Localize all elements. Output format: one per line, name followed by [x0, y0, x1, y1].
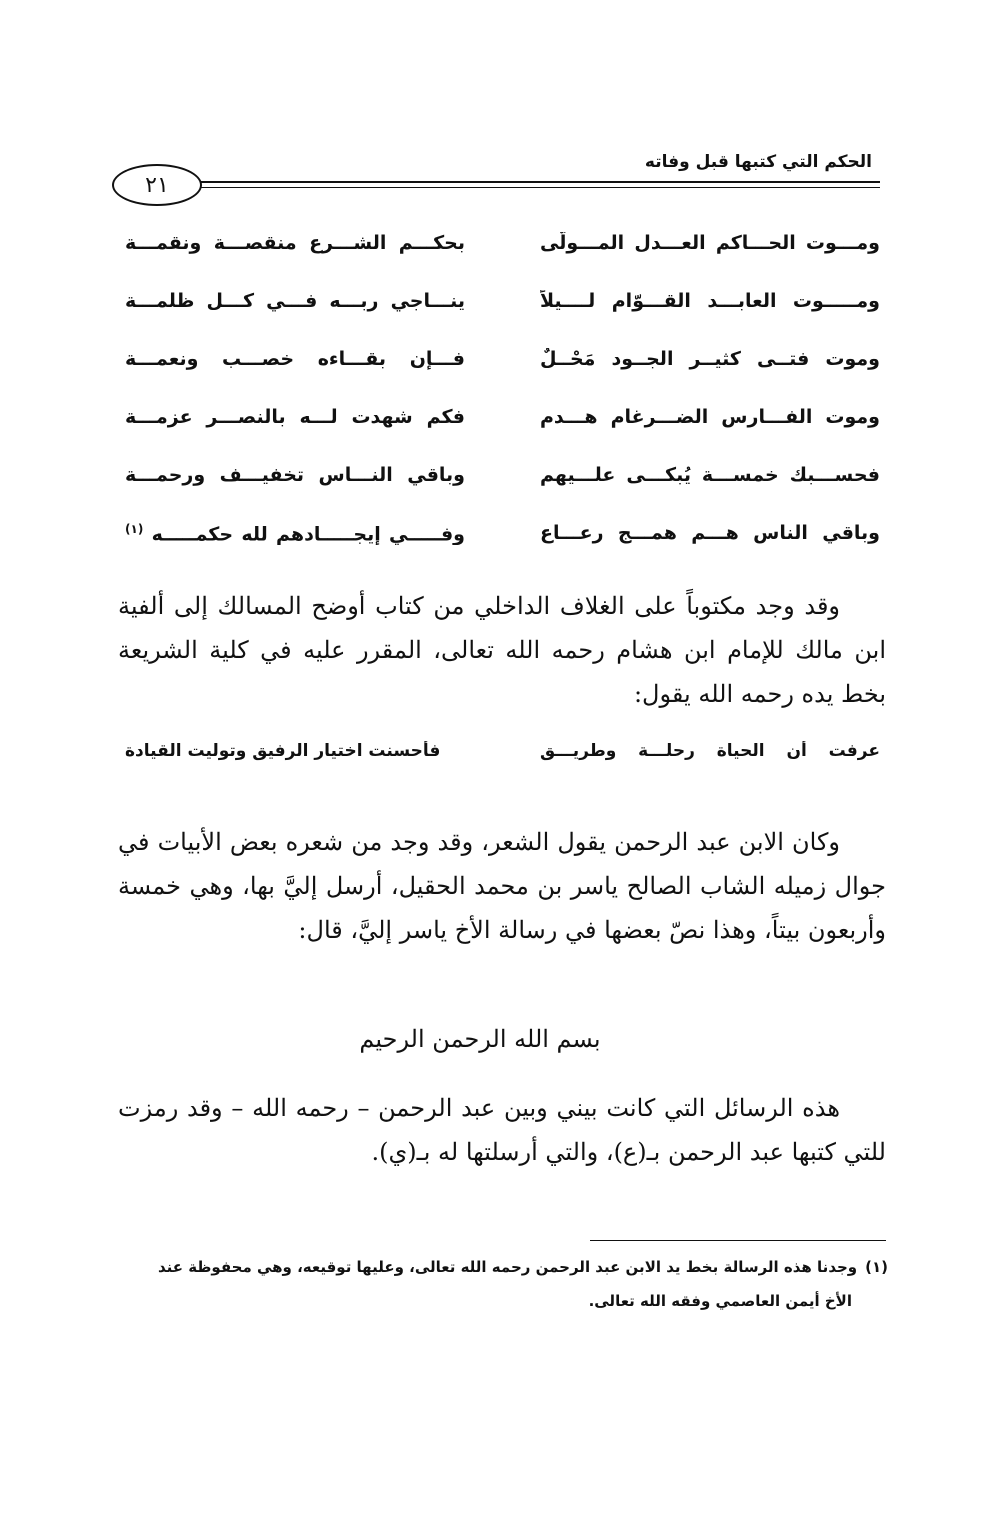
verse-second-hemistich: فـــإن بقـــاءه خصـــب ونعمـــة: [125, 348, 465, 370]
verse-second-hemistich: [125, 522, 465, 545]
paragraph-poetry-note: وكان الابن عبد الرحمن يقول الشعر، وقد وجد من شعره بعض الأبيات في جوال زميله الشاب الصالح ياسر بن محمد الحقيل، أرسل إليَّ بها، وهي خمسة وأربعون بيتاً، وهذا نصّ بعضها في رسالة الأخ ياسر إليَّ، قال:: [118, 828, 886, 944]
running-header: [112, 150, 880, 202]
verse-first-hemistich: وباقي الناس هـــم همـــج رعـــاع: [540, 522, 880, 544]
verse-first-hemistich: عرفت أن الحياة رحلـــة وطريـــق: [540, 741, 880, 761]
poem-verse: [125, 512, 880, 570]
paragraph-cover-note: وقد وجد مكتوباً على الغلاف الداخلي من كتاب أوضح المسالك إلى ألفية ابن مالك للإمام ابن هشام رحمه الله تعالى، المقرر عليه في كلية الشريعة بخط يده رحمه الله يقول:: [118, 592, 886, 708]
verse-second-hemistich: فكم شهدت لـــه بالنصـــر عزمـــة: [125, 406, 465, 428]
header-title: الحكم التي كتبها قبل وفاته: [644, 152, 872, 172]
footnote-number: (١): [865, 1258, 888, 1276]
page-number: ٢١: [112, 164, 202, 206]
footnote-separator: [590, 1240, 886, 1241]
verse-second-hemistich: فأحسنت اختيار الرفيق وتوليت القيادة: [125, 741, 441, 761]
header-rule-thin: [190, 187, 880, 188]
footnote-text: وجدنا هذه الرسالة بخط يد الابن عبد الرحمن رحمه الله تعالى، وعليها توقيعه، وهي محفوظة عند: [157, 1258, 858, 1276]
verse-second-hemistich: وباقي النـــاس تخفيـــف ورحمـــة: [125, 464, 465, 486]
hemistich-text: وفـــــي إيجـــــادهم لله حكمـــــه: [151, 523, 465, 546]
footnote-line: الأخ أيمن العاصمي وفقه الله تعالى.: [588, 1292, 852, 1310]
verse-first-hemistich: ومـــــوت العابـــد القـــوّام لــــيلاً: [540, 290, 880, 312]
footnote: [118, 1250, 888, 1318]
footnote-line: [118, 1250, 888, 1284]
poem: [125, 222, 880, 570]
verse-first-hemistich: وموت الفـــارس الضـــرغام هـــدم: [540, 406, 880, 428]
quoted-verse: [125, 733, 880, 773]
poem-verse: [125, 454, 880, 512]
verse-first-hemistich: ومـــوت الحـــاكم العـــدل المـــولَّى: [540, 232, 880, 254]
verse-second-hemistich: بحكـــم الشـــرع منقصـــة ونقمـــة: [125, 232, 465, 254]
header-rule: [190, 181, 880, 183]
poem-verse: [125, 396, 880, 454]
poem-verse: [125, 222, 880, 280]
basmala: بسم الله الرحمن الرحيم: [359, 1025, 601, 1053]
verse-first-hemistich: وموت فتــى كثيــر الجــود مَحْــلٌ: [540, 348, 880, 370]
verse-second-hemistich: ينـــاجي ربـــه فـــي كـــل ظلمـــة: [125, 290, 465, 312]
poem-verse: [125, 338, 880, 396]
poem-verse: [125, 280, 880, 338]
footnote-marker[interactable]: (١): [125, 522, 144, 536]
paragraph-letters-note: هذه الرسائل التي كانت بيني وبين عبد الرحمن – رحمه الله – وقد رمزت للتي كتبها عبد الرحمن بـ(ع)، والتي أرسلتها له بـ(ي).: [118, 1094, 886, 1166]
verse-first-hemistich: فحســـبك خمســـة يُبكـــى علـــيهم: [540, 464, 880, 486]
